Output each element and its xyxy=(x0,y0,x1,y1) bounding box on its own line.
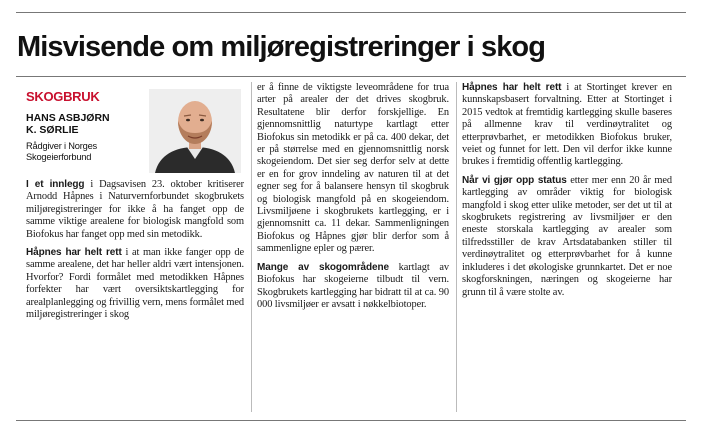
author-portrait-icon xyxy=(149,89,241,173)
paragraph-text: i at man ikke fanger opp de samme arealene, det har heller aldri vært intensjonen. Hvorfor? Fordi formålet med metodikken Håpnes forfekter har vært oversiktskartlegging for arealplanlegging og frivillig vern, mens formålet med miljøregistreringer i skog xyxy=(26,247,244,321)
column-divider xyxy=(251,82,252,412)
author-name-line2: K. SØRLIE xyxy=(26,124,79,136)
paragraph xyxy=(26,247,244,321)
headline: Misvisende om miljøregistreringer i skog xyxy=(17,31,546,63)
bottom-rule xyxy=(16,420,686,421)
paragraph-text: kartlagt av Biofokus har skogeierne tilbudt til vern. Skogbrukets kartlegging har bidratt til at ca. 90 000 livsmiljøer er avsatt i nøkkelbiotoper. xyxy=(257,261,449,310)
paragraph xyxy=(257,262,449,312)
column-2 xyxy=(257,82,449,317)
paragraph xyxy=(462,175,672,299)
paragraph-text: er å finne de viktigste leveområdene for trua arter på arealer der det drives skogbruk. Resultatene blir derfor forskjellige. En gjennomsnittlig naturtype kartlagt etter Biofokus sin metodikk er på ca. 400 dekar, det er på størrelse med en gjennomsnittlig norsk skogeiendom. Det sier seg derfor selv at dette er en for grov inndeling av naturen til at det egner seg for å balansere hensyn til skogbruk og biologisk mangfold på en skogeiendom. Livsmiljøene i skogbrukets kartlegging, er i gjennomsnitt ca. 11 dekar. Sammenligningen Biofokus og Håpnes gjør blir derfor som å sammenligne epler og pærer. xyxy=(257,82,449,255)
paragraph-lead: Mange av skogområdene xyxy=(257,261,389,273)
paragraph-text: i Dagsavisen 23. oktober kritiserer Arnodd Håpnes i Naturvernforbundet skogbrukets miljøregistreringer for ikke å ha fanget opp de samme viktige arealene for biologisk mangfold som Biofokus har fanget opp med sin metodikk. xyxy=(26,179,244,240)
paragraph-lead: I et innlegg xyxy=(26,179,85,190)
paragraph xyxy=(26,179,244,241)
column-divider xyxy=(456,82,457,412)
author-name xyxy=(26,112,136,136)
paragraph xyxy=(257,82,449,256)
paragraph xyxy=(462,82,672,169)
paragraph-text: i at Stortinget krever en kunnskapsbasert forvaltning. Etter at Stortinget i 2015 vedtok at fremtidig kartlegging skulle baseres på allmenne krav til verdinøytralitet og etterprøvbarhet, er metodikken Biofokus bruker, veiet og funnet for lett. Den vil derfor ikke kunne brukes i fremtidig offentlig kartlegging. xyxy=(462,82,672,168)
headline-rule xyxy=(16,76,686,77)
top-rule xyxy=(16,12,686,13)
column-1 xyxy=(26,179,244,327)
author-role-line1: Rådgiver i Norges xyxy=(26,141,98,151)
paragraph-lead: Håpnes har helt rett xyxy=(462,82,562,93)
paragraph-text: etter mer enn 20 år med kartlegging av områder viktig for biologisk mangfold i skog etter ulike metoder, ser det ut til at skogbrukets registrering av livsmiljøer er den eneste storskala kartlegging av arealer som tilfredsstiller de krav Artsdatabanken stiller til verdinøytralitet og etterprøvbarhet for å kunne inkluderes i det økologiske grunnkartet. Det er noe skogforskningen, næringen og skogeierne har grunn til å være stolte av. xyxy=(462,174,673,298)
author-role xyxy=(26,141,136,163)
paragraph-lead: Når vi gjør opp status xyxy=(462,174,567,186)
section-label: SKOGBRUK xyxy=(26,89,100,104)
author-photo xyxy=(149,89,241,173)
author-role-line2: Skogeierforbund xyxy=(26,152,92,162)
paragraph-lead: Håpnes har helt rett xyxy=(26,247,122,259)
author-name-line1: HANS ASBJØRN xyxy=(26,112,110,124)
column-3 xyxy=(462,82,672,305)
